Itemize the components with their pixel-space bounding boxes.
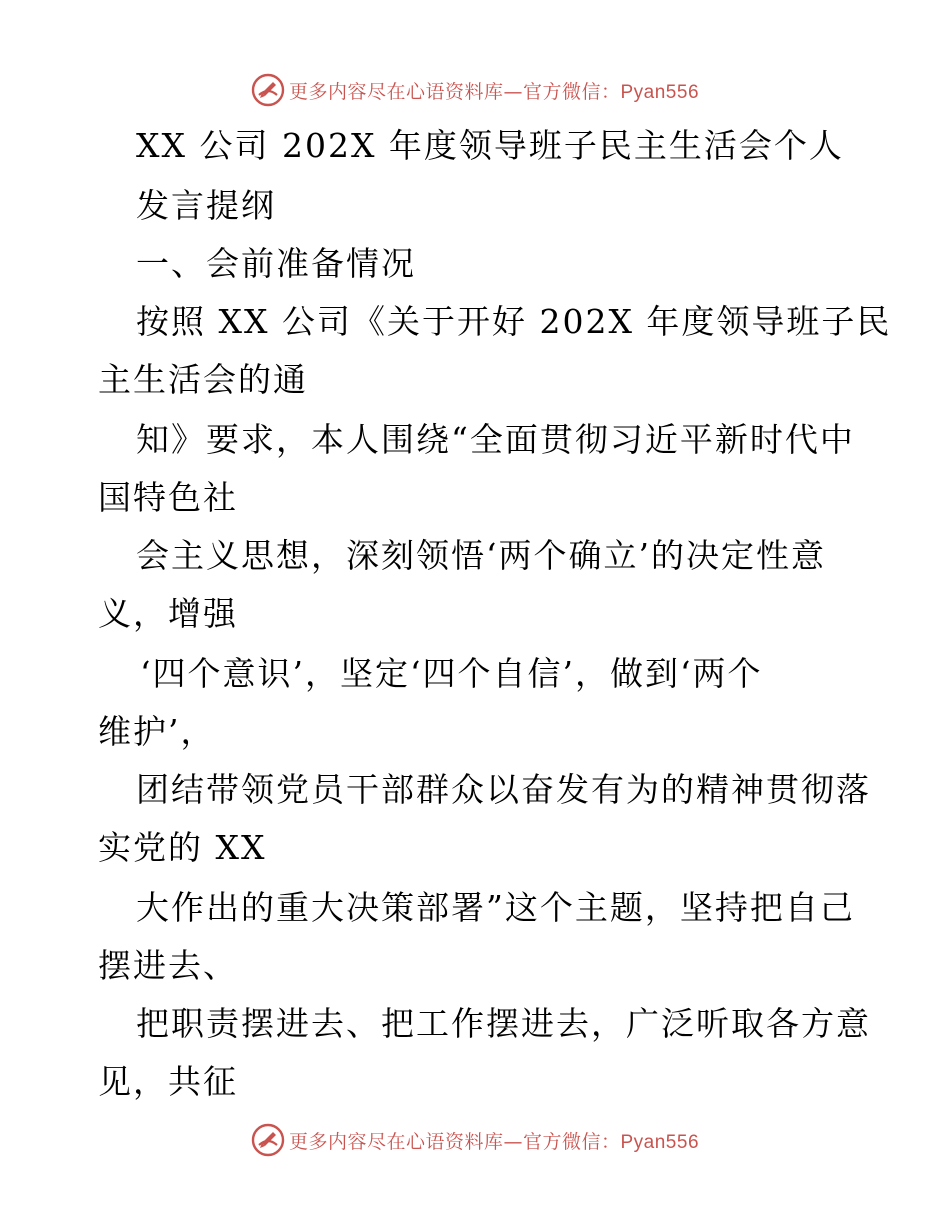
document-title-line-2: 发言提纲 [136,186,276,225]
paragraph-line: 团结带领党员干部群众以奋发有为的精神贯彻落 [136,770,871,809]
paragraph-line: 按照 XX 公司《关于开好 202X 年度领导班子民 [136,302,892,341]
watermark-text: 更多内容尽在心语资料库—官方微信：Pyan556 [288,80,700,103]
paragraph-line: ‘四个意识’，坚定‘四个自信’，做到‘两个 [140,654,763,693]
paragraph-line: 维护’， [98,712,216,751]
paragraph-line: 摆进去、 [98,946,238,985]
paragraph-line: 把职责摆进去、把工作摆进去，广泛听取各方意 [136,1004,871,1043]
paragraph-line: 国特色社 [98,478,238,517]
pen-book-logo-icon [251,1123,285,1157]
paragraph-line: 大作出的重大决策部署”这个主题，坚持把自己 [136,888,855,927]
header-watermark [0,70,950,110]
document-title-line-1: XX 公司 202X 年度领导班子民主生活会个人 [136,126,844,165]
pen-book-logo-icon [251,73,285,107]
watermark-text: 更多内容尽在心语资料库—官方微信：Pyan556 [288,1130,700,1153]
paragraph-line: 见，共征 [98,1062,238,1101]
footer-watermark [0,1120,950,1160]
paragraph-line: 义，增强 [98,594,238,633]
section-heading: 一、会前准备情况 [136,244,416,283]
paragraph-line: 会主义思想，深刻领悟‘两个确立’的决定性意 [136,536,826,575]
paragraph-line: 知》要求，本人围绕“全面贯彻习近平新时代中 [136,420,855,459]
paragraph-line: 主生活会的通 [98,360,308,399]
paragraph-line: 实党的 XX [98,828,267,867]
